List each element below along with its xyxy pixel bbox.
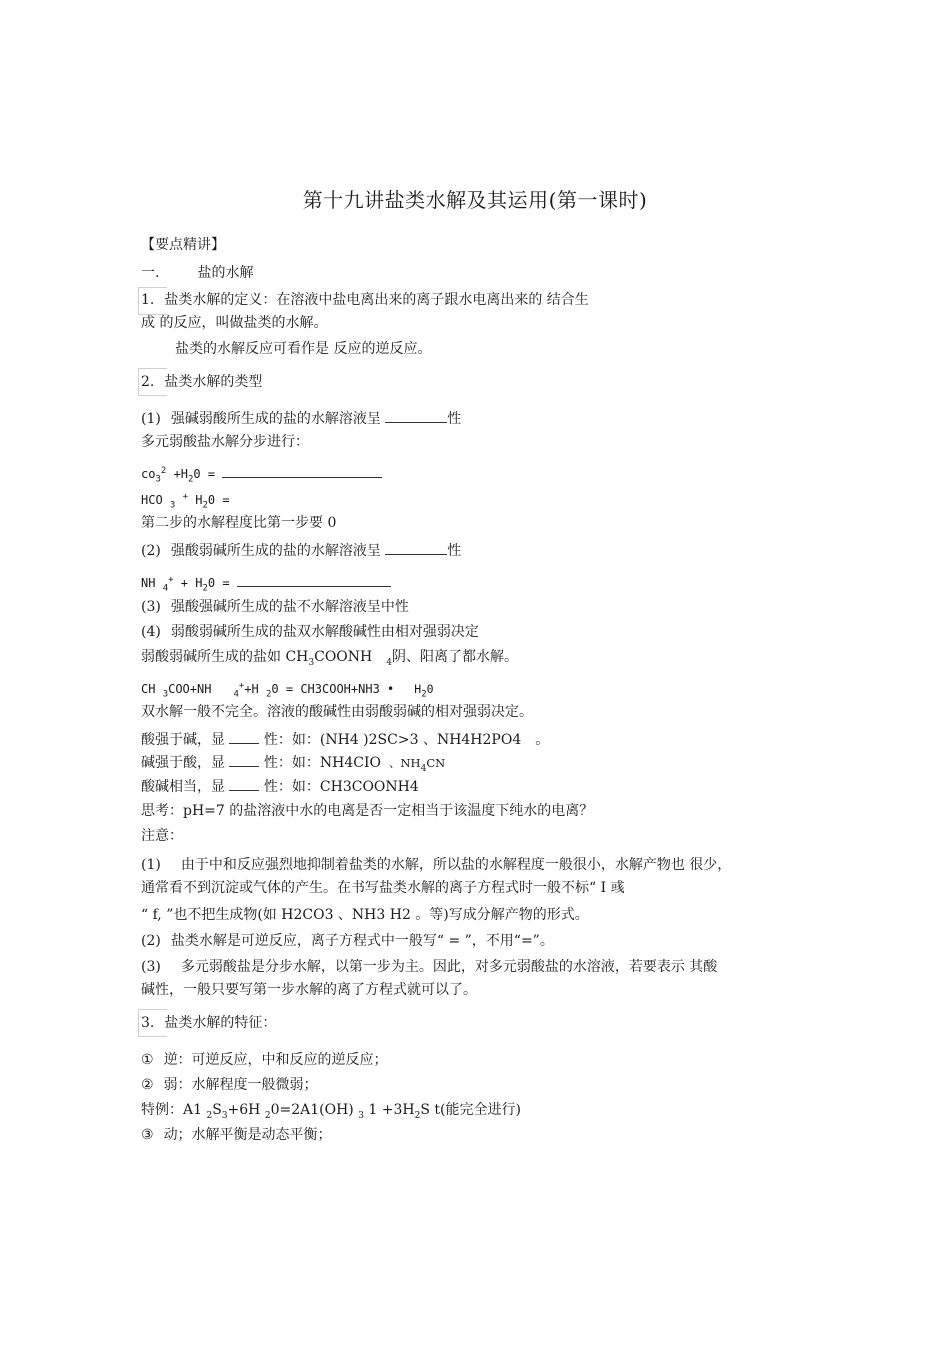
equation-ch3coo: CH $_3$COO+NH $_4$++H $_2$0 = CH3COOH+NH3 • $H_20$ xyxy=(141,681,434,700)
note-1-line-c: “ f, ”也不把生成物(如 H2CO3 、NH3 H2 。等)写成分解产物的形式。 xyxy=(141,907,589,923)
special-example: 特例：A1 $_2S_3+6H$ $_2$0=2A1(OH) $_3$ $1 +3H_2S$ t(能完全进行) xyxy=(141,1102,521,1121)
double-hydrolysis-line: 双水解一般不完全。溶液的酸碱性由弱酸弱碱的相对强弱决定。 xyxy=(141,704,533,720)
item-heading: 2. 盐类水解的类型 xyxy=(141,374,263,390)
fill-blank xyxy=(229,754,259,767)
equation-co3: $co_3^2 +H_20$ = xyxy=(141,462,382,488)
type-line-4: (4) 弱酸弱碱所生成的盐双水解酸碱性由相对强弱决定 xyxy=(141,624,479,640)
weak-salt-line: 弱酸弱碱所生成的盐如 $CH_3COONH$ $_4$阴、阳离了都水解。 xyxy=(141,649,518,668)
multi-step-line: 多元弱酸盐水解分步进行： xyxy=(141,434,309,450)
note-3-line-a: (3) 多元弱酸盐是分步水解，以第一步为主。因此，对多元弱酸盐的水溶液，若要表示 其酸 xyxy=(141,959,718,975)
type-line-2: (2) 强酸弱碱所生成的盐的水解溶液呈 性 xyxy=(141,543,462,559)
fill-blank xyxy=(237,574,391,587)
item-number: 1. xyxy=(141,292,155,308)
feature-2: ② 弱：水解程度一般微弱； xyxy=(141,1077,318,1093)
item-number: 3. xyxy=(141,1015,155,1031)
fill-blank xyxy=(229,731,259,744)
section-heading: 【要点精讲】 xyxy=(141,237,225,253)
definition-line-3: 盐类的水解反应可看作是 反应的逆反应。 xyxy=(175,341,432,357)
definition-line-1: 1. 盐类水解的定义：在溶液中盐电离出来的离子跟水电离出来的 结合生 xyxy=(141,292,589,308)
feature-3: ③ 动；水解平衡是动态平衡； xyxy=(141,1127,332,1143)
note-1-line-a: (1) 由于中和反应强烈地抑制着盐类的水解，所以盐的水解程度一般很小，水解产物也 很少， xyxy=(141,857,732,873)
type-line-1: (1) 强碱弱酸所生成的盐的水解溶液呈 性 xyxy=(141,411,462,427)
note-1-line-b: 通常看不到沉淀或气体的产生。在书写盐类水解的离子方程式时一般不标“ I 彧 xyxy=(141,880,625,896)
fill-blank xyxy=(385,542,447,555)
page-title: 第十九讲盐类水解及其运用(第一课时) xyxy=(302,188,648,212)
fill-blank xyxy=(229,778,259,791)
item-number: 2. xyxy=(141,374,155,390)
equation-hco3: HCO $_3$ + $H_20$ = xyxy=(141,492,230,511)
note-label: 注意： xyxy=(141,828,183,844)
note-2: (2) 盐类水解是可逆反应，离子方程式中一般写“ = ”，不用“=”。 xyxy=(141,933,554,949)
part-number: 一. xyxy=(141,265,160,281)
feature-1: ① 逆：可逆反应，中和反应的逆反应； xyxy=(141,1052,388,1068)
part-heading xyxy=(141,264,253,282)
part-label: 盐的水解 xyxy=(197,265,254,281)
think-question: 思考：pH=7 的盐溶液中水的电离是否一定相当于该温度下纯水的电离？ xyxy=(141,803,594,819)
second-step-line: 第二步的水解程度比第一步要 0 xyxy=(141,515,337,531)
equation-nh4: NH $_4^+ + H_20$ = xyxy=(141,571,391,597)
equal-strength-line: 酸碱相当，显 性：如：CH3COONH4 xyxy=(141,779,419,795)
fill-blank xyxy=(222,465,382,478)
type-line-3: (3) 强酸强碱所生成的盐不水解溶液呈中性 xyxy=(141,599,409,615)
definition-line-2: 成 的反应，叫做盐类的水解。 xyxy=(141,315,328,331)
item-heading: 3. 盐类水解的特征： xyxy=(141,1015,277,1031)
base-stronger-line: 碱强于酸，显 性：如：NH4CIO 、$NH_4CN$ xyxy=(141,755,446,774)
acid-stronger-line: 酸强于碱，显 性：如：(NH4 )2SC>3 、NH4H2PO4 。 xyxy=(141,732,550,748)
note-3-line-b: 碱性，一般只要写第一步水解的离了方程式就可以了。 xyxy=(141,982,477,998)
fill-blank xyxy=(385,410,447,423)
